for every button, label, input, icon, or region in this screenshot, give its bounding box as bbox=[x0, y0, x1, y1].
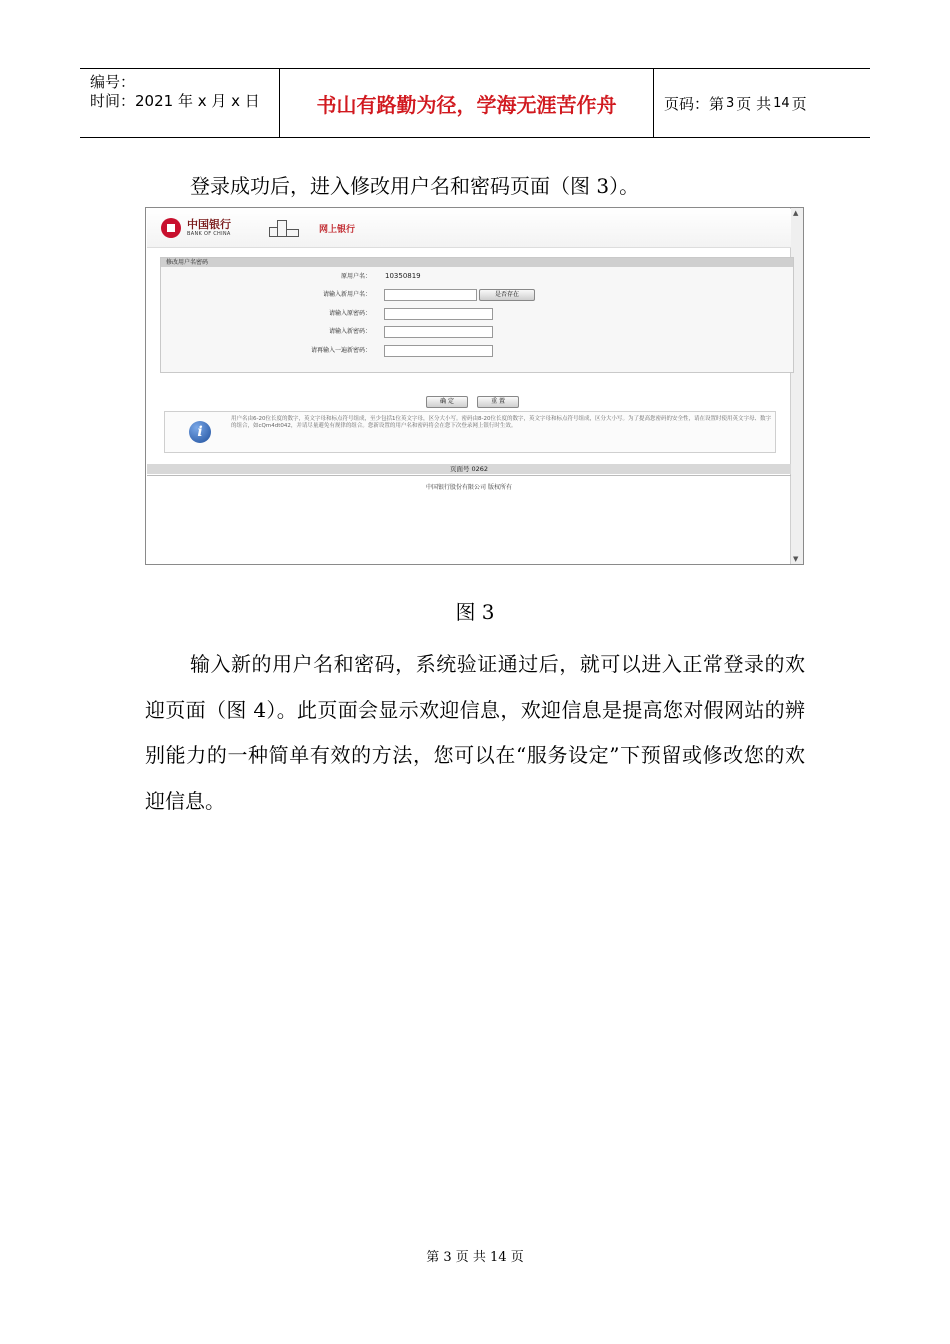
building-icon bbox=[269, 220, 299, 237]
info-box bbox=[164, 411, 776, 453]
field-row-confirm-password bbox=[161, 344, 793, 357]
number-label: 编号： bbox=[90, 73, 136, 91]
info-icon: i bbox=[189, 421, 211, 443]
scroll-down-arrow-icon[interactable]: ▼ bbox=[793, 555, 799, 563]
check-exists-button[interactable]: 是否存在 bbox=[479, 289, 535, 301]
scroll-up-arrow-icon[interactable]: ▲ bbox=[793, 209, 799, 217]
new-password-label: 请输入新密码： bbox=[328, 328, 371, 335]
confirm-password-input[interactable] bbox=[384, 345, 493, 357]
body-paragraph: 输入新的用户名和密码，系统验证通过后，就可以进入正常登录的欢迎页面（图 4）。此页面会显示欢迎信息，欢迎信息是提高您对假网站的辨别能力的一种简单有效的方法，您可以在“服务设定”下预留或修改您的欢迎信息。 bbox=[145, 652, 805, 813]
old-password-input[interactable] bbox=[384, 308, 493, 320]
bank-name-cn: 中国银行 bbox=[187, 218, 231, 231]
bank-topbar bbox=[147, 209, 791, 248]
site-title: 网上银行 bbox=[319, 225, 356, 235]
time-label: 时间：2021 年 x 月 x 日 bbox=[90, 92, 260, 110]
old-username-value: 10350819 bbox=[385, 272, 421, 280]
page-prefix: 页码：第 bbox=[664, 94, 725, 113]
change-credentials-panel bbox=[160, 257, 794, 373]
old-password-label: 请输入原密码： bbox=[328, 310, 371, 317]
divider bbox=[147, 475, 791, 476]
field-row-old-password bbox=[161, 307, 793, 320]
bank-name-en: BANK OF CHINA bbox=[187, 231, 231, 237]
confirm-password-label: 请再输入一遍新密码： bbox=[310, 347, 371, 354]
new-username-label: 请输入新用户名： bbox=[322, 291, 371, 298]
header-motto: 书山有路勤为径，学海无涯苦作舟 bbox=[280, 69, 654, 137]
bank-logo-icon bbox=[161, 218, 181, 238]
field-row-new-username bbox=[161, 288, 793, 301]
page-current: 3 bbox=[726, 95, 735, 111]
page-total: 14 bbox=[773, 95, 790, 111]
confirm-button[interactable]: 确 定 bbox=[426, 396, 468, 408]
form-buttons bbox=[426, 388, 523, 408]
figure-screenshot bbox=[145, 207, 804, 565]
new-password-input[interactable] bbox=[384, 326, 493, 338]
field-row-new-password bbox=[161, 325, 793, 338]
field-row-old-username bbox=[161, 270, 793, 283]
page-number-bar: 页面号 0262 bbox=[147, 464, 791, 474]
intro-paragraph: 登录成功后，进入修改用户名和密码页面（图 3）。 bbox=[190, 174, 640, 198]
page-header bbox=[80, 68, 870, 138]
page-mid: 页 共 bbox=[736, 94, 772, 113]
page-footer: 第 3 页 共 14 页 bbox=[426, 1250, 524, 1265]
reset-button[interactable]: 重 置 bbox=[477, 396, 519, 408]
figure-caption: 图 3 bbox=[455, 600, 495, 624]
copyright-text: 中国银行股份有限公司 版权所有 bbox=[426, 484, 512, 491]
page-suffix: 页 bbox=[791, 94, 807, 113]
old-username-label: 原用户名： bbox=[340, 273, 371, 280]
header-meta bbox=[80, 69, 280, 137]
info-text: 用户名由6-20位长度的数字，英文字母和标点符号组成，至少包括1位英文字母，区分大小写。密码由8-20位长度的数字，英文字母和标点符号组成，区分大小写。为了提高您密码的安全性，请在设置时使用英文字母、数字的组合，如cQm4dt042，并请尽量避免有规律的组合。您新设置的用户名和密码将会在您下次登录网上银行时生效。 bbox=[231, 416, 771, 429]
panel-title: 修改用户名密码 bbox=[161, 258, 793, 267]
header-page-info bbox=[654, 69, 870, 137]
new-username-input[interactable] bbox=[384, 289, 477, 301]
